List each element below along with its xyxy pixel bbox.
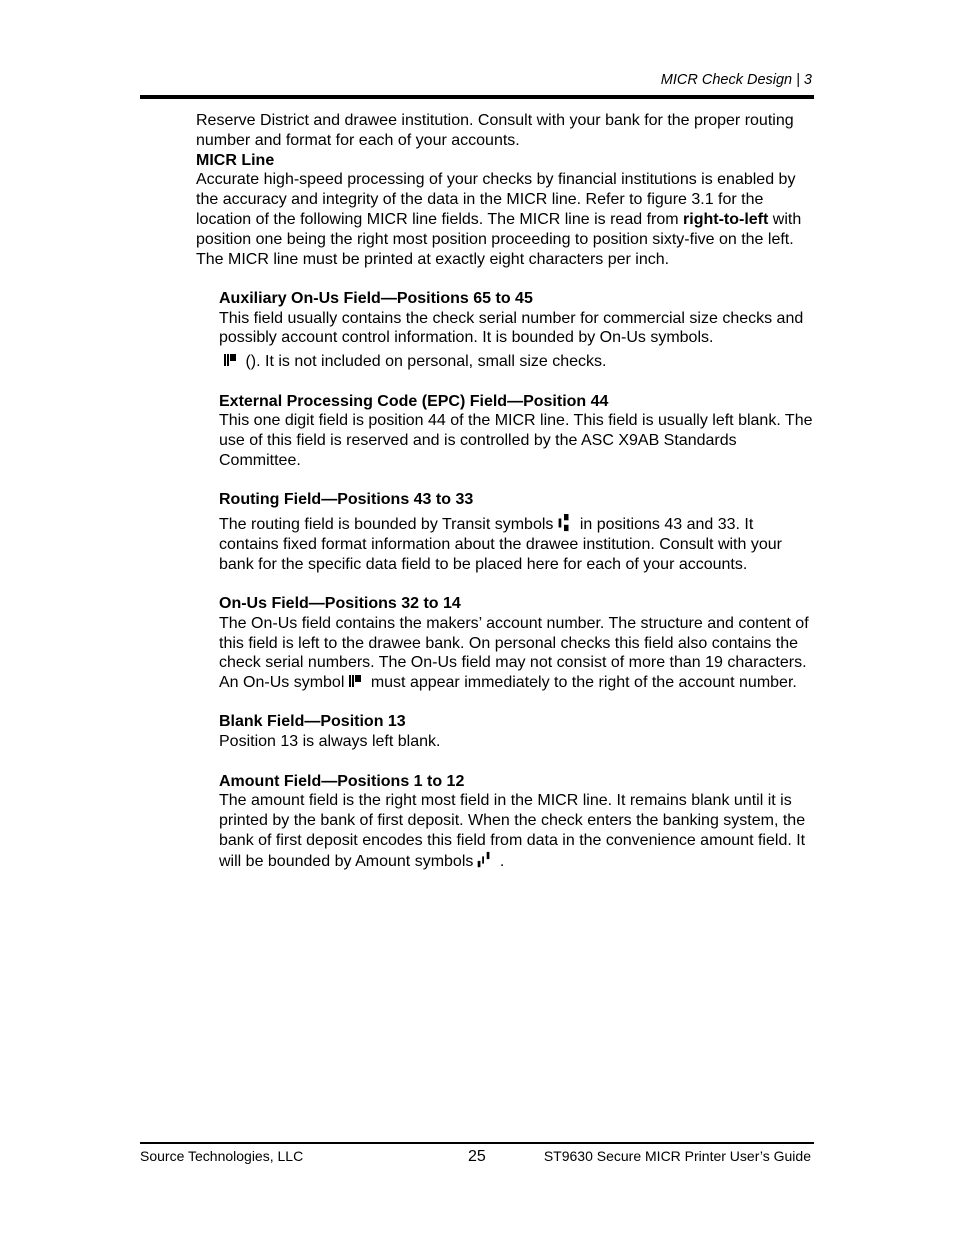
auxiliary-text1: This field usually contains the check serial number for commercial size checks and possibly account control information. It is bounded by On-Us symbols. (219, 309, 804, 347)
section-epc (219, 392, 816, 471)
onus-paragraph (219, 614, 816, 693)
blank-text: Position 13 is always left blank. (219, 733, 441, 751)
page-number: 25 (468, 1148, 486, 1165)
routing-text1: The routing field is bounded by Transit symbols (219, 516, 554, 534)
running-header: MICR Check Design | 3 (660, 72, 812, 88)
amount-text1: The amount field is the right most field in the MICR line. It remains blank until it is printed by the bank of first deposit. When the check enters the banking system, the bank of first deposit encodes this field from data in the convenience amount field. It will be bounded by Amount symbols (219, 792, 806, 870)
amount-heading: Amount Field—Positions 1 to 12 (219, 772, 465, 790)
transit-symbol-icon (556, 514, 572, 532)
onus-heading: On-Us Field—Positions 32 to 14 (219, 594, 461, 612)
section-amount (219, 772, 816, 872)
micr-line-paragraph (196, 170, 816, 269)
section-onus (219, 594, 816, 693)
auxiliary-line2 (219, 352, 816, 372)
epc-heading: External Processing Code (EPC) Field—Position 44 (219, 392, 609, 410)
epc-text: This one digit field is position 44 of the MICR line. This field is usually left blank. The use of this field is reserved and is controlled by the ASC X9AB Standards Committee. (219, 412, 813, 469)
micr-line-heading: MICR Line (196, 151, 275, 169)
onus-text1: The On-Us field contains the makers’ account number. The structure and content of this field is left to the drawee bank. On personal checks this field also contains the check serial numbers. The On-Us field may not consist of more than 19 characters. An On-Us symbol (219, 614, 809, 692)
on-us-symbol-icon (222, 353, 238, 367)
amount-text2: . (495, 852, 505, 870)
intro-paragraph: Reserve District and drawee institution. Consult with your bank for the proper routing number and format for each of your accounts. (196, 112, 794, 149)
footer-company: Source Technologies, LLC (140, 1148, 304, 1164)
footer-guide-title: ST9630 Secure MICR Printer User’s Guide (543, 1148, 811, 1164)
section-auxiliary (219, 289, 816, 372)
routing-heading: Routing Field—Positions 43 to 33 (219, 491, 474, 509)
section-routing (219, 490, 816, 574)
routing-text2: in positions 43 and 33. It contains fixed format information about the drawee institution. Consult with your bank for the specific data field to be placed here for each of your accounts. (219, 516, 782, 573)
footer-rule (140, 1142, 814, 1144)
auxiliary-text2: (). It is not included on personal, small size checks. (241, 353, 607, 371)
header-rule (140, 95, 814, 99)
micr-line-bold: right-to-left (683, 210, 769, 228)
onus-text2: must appear immediately to the right of the account number. (366, 674, 797, 692)
on-us-symbol-icon (347, 674, 363, 688)
blank-heading: Blank Field—Position 13 (219, 713, 406, 731)
section-micr-line (196, 151, 816, 270)
amount-paragraph (219, 791, 816, 871)
micr-line-text-after: with position one being the right most position proceeding to position sixty-five on the left. The MICR line must be printed at exactly eight characters per inch. (196, 210, 802, 268)
micr-line-text-before: Accurate high-speed processing of your checks by financial institutions is enabled by the accuracy and integrity of the data in the MICR line. Refer to figure 3.1 for the location of the following MICR line fields. The MICR line is read from (196, 171, 796, 228)
routing-paragraph (219, 514, 816, 574)
section-blank (219, 712, 816, 752)
page-content (196, 111, 816, 891)
amount-symbol-icon (476, 851, 492, 869)
auxiliary-heading: Auxiliary On-Us Field—Positions 65 to 45 (219, 289, 533, 307)
